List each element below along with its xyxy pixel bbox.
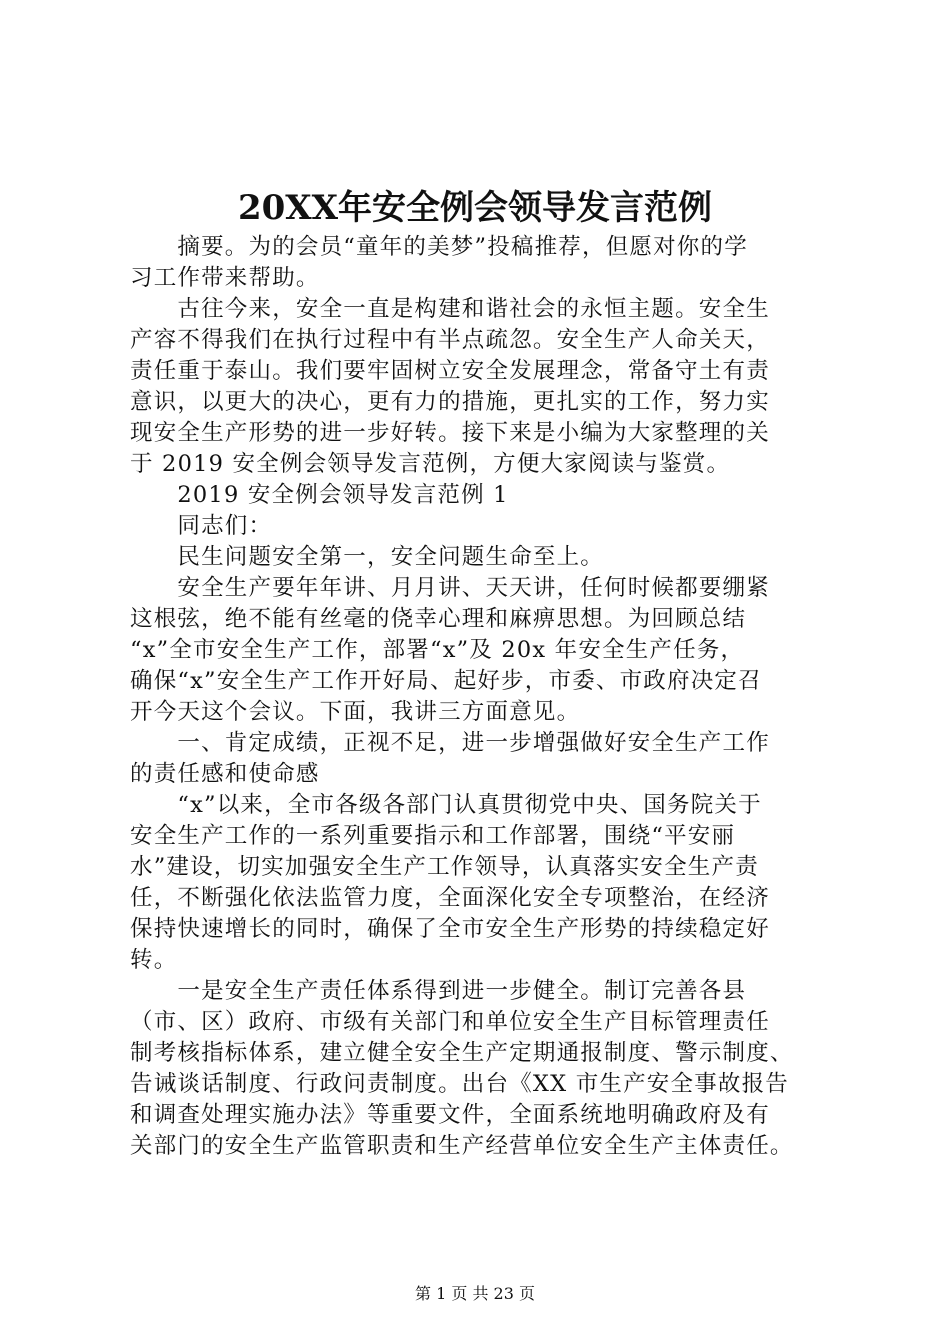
section-heading: 2019 安全例会领导发言范例 1 [130,482,509,508]
salutation: 同志们： [130,513,273,539]
body-line: “x”以来，全市各级各部门认真贯彻党中央、国务院关于 [130,792,762,818]
body-line: 现安全生产形势的进一步好转。接下来是小编为大家整理的关 [130,420,770,446]
document-body [130,232,850,1162]
body-line: 任，不断强化依法监管力度，全面深化安全专项整治，在经济 [130,885,770,911]
document-title: 20XX年安全例会领导发言范例 [237,188,713,228]
body-line: （市、区）政府、市级有关部门和单位安全生产目标管理责任 [130,1009,770,1035]
body-line: 告诫谈话制度、行政问责制度。出台《XX 市生产安全事故报告 [130,1071,789,1097]
body-line: 产容不得我们在执行过程中有半点疏忽。安全生产人命关天， [130,327,770,353]
body-line: 这根弦，绝不能有丝毫的侥幸心理和麻痹思想。为回顾总结 [130,606,747,632]
page-number: 第 1 页 共 23 页 [415,1284,535,1303]
body-line: 于 2019 安全例会领导发言范例，方便大家阅读与鉴赏。 [130,451,731,477]
body-line: 转。 [130,947,178,973]
body-line: 关部门的安全生产监管职责和生产经营单位安全生产主体责任。 [130,1133,794,1159]
body-line: 开今天这个会议。下面，我讲三方面意见。 [130,699,581,725]
body-line: 意识，以更大的决心，更有力的措施，更扎实的工作，努力实 [130,389,770,415]
body-line: 安全生产要年年讲、月月讲、天天讲，任何时候都要绷紧 [130,575,770,601]
body-line: “x”全市安全生产工作，部署“x”及 20x 年安全生产任务， [130,637,745,663]
body-line: 制考核指标体系，建立健全安全生产定期通报制度、警示制度、 [130,1040,794,1066]
body-line: 一是安全生产责任体系得到进一步健全。制订完善各县 [130,978,747,1004]
body-line: 一、肯定成绩，正视不足，进一步增强做好安全生产工作 [130,730,770,756]
body-line: 民生问题安全第一，安全问题生命至上。 [130,544,605,570]
body-line: 摘要。为的会员“童年的美梦”投稿推荐，但愿对你的学 [130,234,748,260]
body-line: 习工作带来帮助。 [130,265,320,291]
body-line: 古往今来，安全一直是构建和谐社会的永恒主题。安全生 [130,296,770,322]
body-line: 水”建设，切实加强安全生产工作领导，认真落实安全生产责 [130,854,759,880]
body-line: 责任重于泰山。我们要牢固树立安全发展理念，常备守土有责 [130,358,770,384]
body-line: 的责任感和使命感 [130,761,320,787]
body-line: 和调查处理实施办法》等重要文件，全面系统地明确政府及有 [130,1102,770,1128]
body-line: 保持快速增长的同时，确保了全市安全生产形势的持续稳定好 [130,916,770,942]
body-line: 确保“x”安全生产工作开好局、起好步，市委、市政府决定召 [130,668,762,694]
body-line: 安全生产工作的一系列重要指示和工作部署，围绕“平安丽 [130,823,736,849]
